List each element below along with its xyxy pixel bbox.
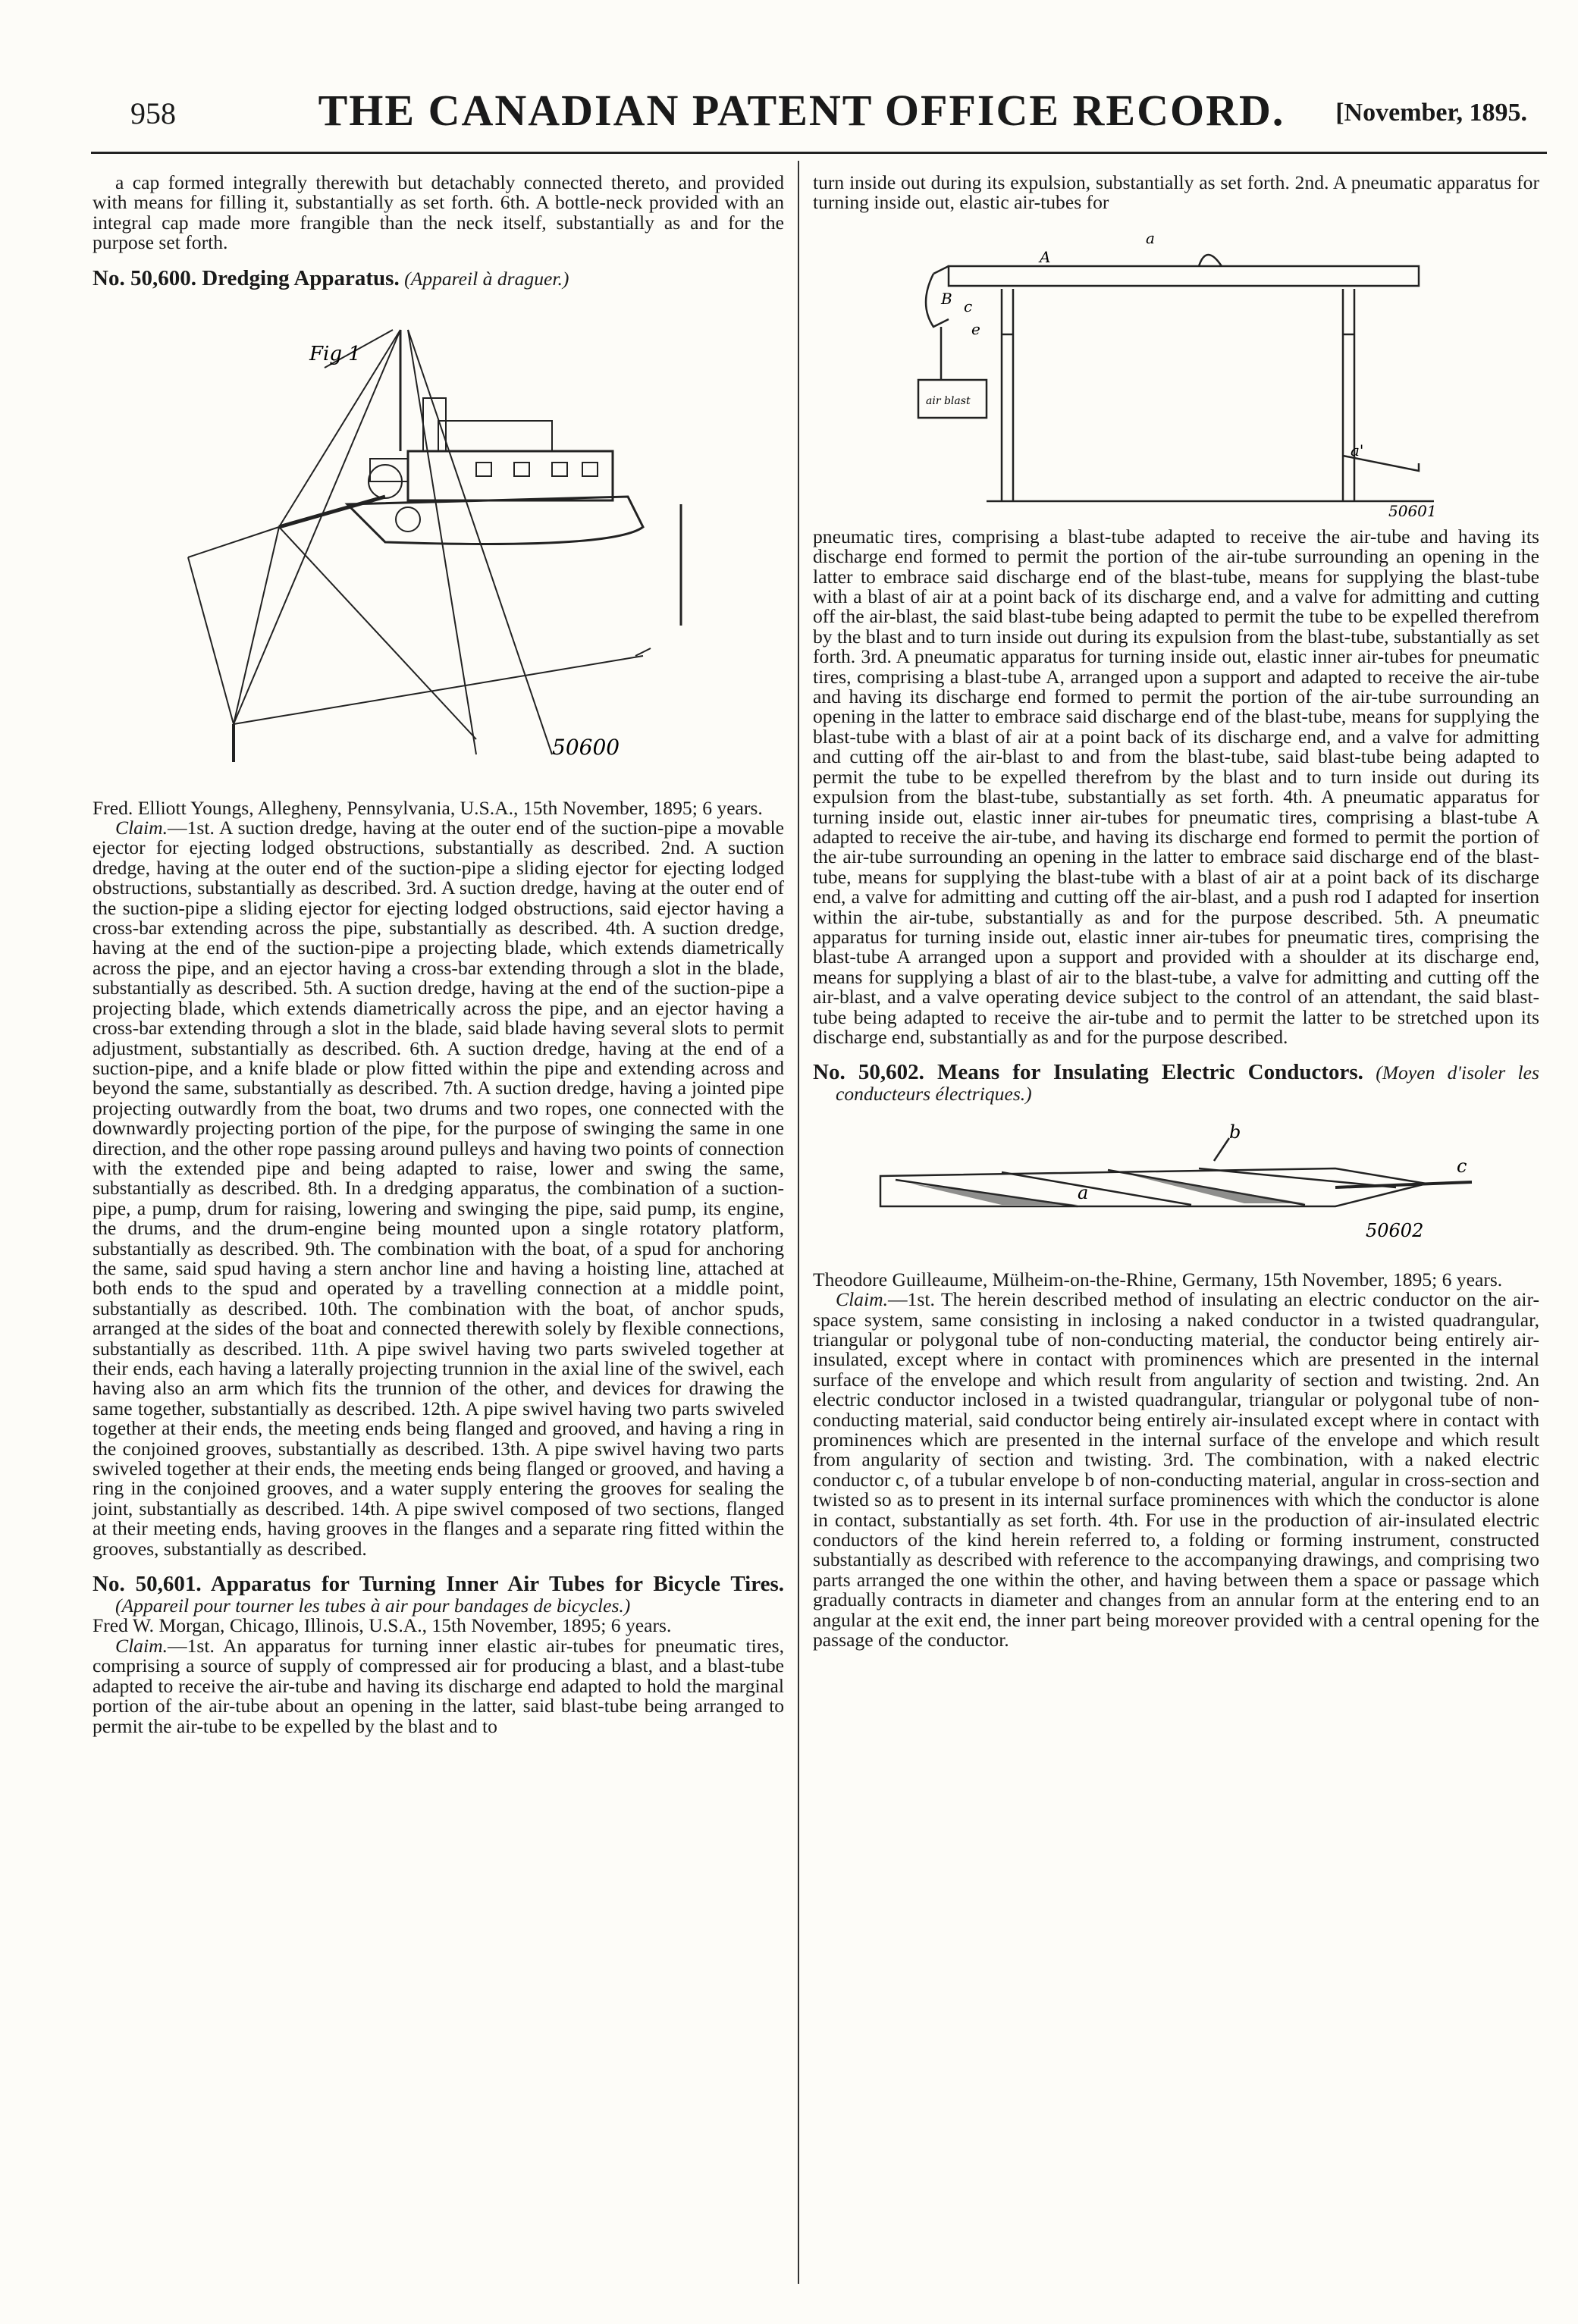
- patent-50601-claim-text-left: —1st. An apparatus for turning inner elastic air-tubes for pneumatic tires, comprising a source of supply of compressed air for producing a blast, and a blast-tube adapted to receive the air-tube and having its discharge end adapted to hold the marginal portion of the air-tube about an opening in the latter, said blast-tube being arranged to permit the air-tube to be expelled by the blast and to: [93, 1634, 784, 1737]
- air-blast-box-label: air blast: [926, 394, 971, 407]
- header-rule: [91, 152, 1547, 154]
- patent-50602-claim-label: Claim.: [836, 1288, 888, 1311]
- patent-50602-heading: No. 50,602. Means for Insulating Electric Conductors.: [813, 1060, 1363, 1085]
- patent-50602-claim-text: —1st. The herein described method of insulating an electric conductor on the air-space system, same consisting in inclosing a naked conductor in a twisted quadrangular, triangular or polygonal tube of non-conducting material, the conductor being entirely air-insulated, except where in contact with prominences which are presented in the internal surface of the envelope and which result from angularity of section and twisting. 2nd. An electric conductor inclosed in a twisted quadrangular, triangular or polygonal tube of non-conducting material, said conductor being entirely air-insulated except where in contact with prominences which are presented in the internal surface of the envelope and which result from angularity of section and twisting. 3rd. The combination, with a naked electric conductor c, of a tubular envelope b of non-conducting material, angular in cross-section and twisted so as to present in its internal surface prominences with which the conductor is alone in contact, substantially as set forth. 4th. For use in the production of air-insulated electric conductors of the kind herein referred to, a folding or forming instrument, constructed substantially as described with reference to the accompanying drawings, and comprising two parts arranged the one within the other, and having between them a space or passage which gradually contracts in diameter and changes from an annular form at the entering end to an angular at the exit end, the inner part being moreover provided with a central opening for the passage of the conductor.: [813, 1288, 1539, 1651]
- patent-50602-entry-heading: [813, 1061, 1539, 1104]
- patent-50601-claim-label: Claim.: [115, 1634, 168, 1657]
- page-number: 958: [130, 96, 176, 130]
- fig-number-50602: 50602: [1366, 1219, 1424, 1241]
- fig2-letter-B: B: [941, 289, 952, 308]
- continued-claim-text: a cap formed integrally therewith but detachably connected thereto, and provided with means for filling it, substantially as set forth. 6th. A bottle-neck provided with an integral cap made more frangible than the neck itself, substantially as and for the purpose set forth.: [93, 171, 784, 254]
- dredging-apparatus-figure: [158, 300, 719, 785]
- patent-50600-claim-label: Claim.: [115, 817, 168, 839]
- patent-50600-entry-heading: [93, 267, 784, 290]
- fig1-label: Fig 1: [309, 342, 361, 365]
- patent-50601-entry-heading: [93, 1573, 784, 1616]
- patent-50601-french-title: (Appareil pour tourner les tubes à air pour bandages de bicycles.): [115, 1595, 631, 1617]
- patent-50600-french-title: (Appareil à draguer.): [404, 267, 569, 290]
- fig2-letter-a-prime: a': [1351, 441, 1364, 459]
- fig2-letter-A: A: [1040, 247, 1051, 266]
- patent-50600-claim-text: —1st. A suction dredge, having at the outer end of the suction-pipe a movable ejector for ejecting lodged obstructions, substantially as described. 2nd. A suction dredge, having at the outer end of the suction-pipe a sliding ejector for ejecting lodged obstructions, substantially as described. 3rd. A suction dredge, having at the outer end of the suction-pipe a sliding ejector for ejecting lodged obstructions, said ejector having a cross-bar extending across the pipe, substantially as described. 4th. A suction dredge, having at the end of the suction-pipe a projecting blade, which extends diametrically across the pipe, and an ejector having a cross-bar extending through a slot in the blade, substantially as described. 5th. A suction dredge, having at the end of the suction-pipe a projecting blade, which extends diametrically across the pipe, and an ejector having a cross-bar extending through a slot in the blade, said blade having several slots to permit adjustment, substantially as described. 6th. A suction dredge, having at the end of a suction-pipe, and a knife blade or plow fitted within the pipe and extending across and beyond the same, substantially as described. 7th. A suction dredge, having a jointed pipe projecting outwardly from the boat, two drums and two ropes, one connected with the downwardly projecting portion of the pipe, for the purpose of swinging the same in one direction, and the other rope passing around pulleys and having two points of connection with the extended pipe and being adapted to raise, lower and swing the same, substantially as described. 8th. In a dredging apparatus, the combination of a suction-pipe, a pump, drum for raising, lowering and swinging the pipe, said pump, its engine, the drums, and the drum-engine being mounted upon a single rotatory platform, substantially as described. 9th. The combination with the boat, of a spud for anchoring the same, said spud having a stern anchor line and having a hoisting line, attached at both ends to the spud and operated by a travelling connection at a middle point, substantially as described. 10th. The combination with the boat, of anchor spuds, arranged at the sides of the boat and connected therewith solely by flexible connections, substantially as described. 11th. A pipe swivel having two parts swiveled together at their ends, each having a laterally projecting trunnion in the axial line of the swivel, each having also an arm which fits the trunnion of the other, and devices for drawing the same together, substantially as described. 12th. A pipe swivel having two parts swiveled together at their ends, the meeting ends being flanged and grooved, and having a ring in the conjoined grooves, substantially as described. 13th. A pipe swivel having two parts swiveled together at their ends, the meeting ends being flanged or grooved, and having a ring in the conjoined grooves, and a water supply entering the grooves for sealing the joint, substantially as described. 14th. A pipe swivel composed of two sections, flanged at their meeting ends, having grooves in the flanges and a separate ring fitted within the grooves, substantially as described.: [93, 817, 784, 1560]
- fig3-letter-a: a: [1078, 1181, 1089, 1203]
- right-column: [813, 173, 1539, 1651]
- left-column: [93, 173, 784, 1736]
- insulated-conductor-figure: [850, 1115, 1502, 1259]
- fig2-letter-e: e: [971, 319, 980, 338]
- fig3-letter-c: c: [1457, 1155, 1467, 1177]
- column-divider: [798, 161, 799, 2284]
- journal-title: THE CANADIAN PATENT OFFICE RECORD.: [318, 86, 1285, 135]
- patent-50601-claim-continuation: turn inside out during its expulsion, substantially as set forth. 2nd. A pneumatic apparatus for turning inside out, elastic air-tubes for: [813, 171, 1539, 214]
- patent-50601-inventor: Fred W. Morgan, Chicago, Illinois, U.S.A., 15th November, 1895; 6 years.: [93, 1614, 672, 1637]
- patent-50602-french-title: (Moyen d'isoler les conducteurs électriques.): [836, 1062, 1539, 1106]
- patent-50602-inventor: Theodore Guilleaume, Mülheim-on-the-Rhine, Germany, 15th November, 1895; 6 years.: [813, 1268, 1503, 1291]
- patent-50602-claims: [813, 1290, 1539, 1650]
- fig2-letter-c: c: [964, 296, 973, 315]
- patent-50601-heading: No. 50,601. Apparatus for Turning Inner Air Tubes for Bicycle Tires.: [93, 1572, 784, 1597]
- patent-50600-inventor: Fred. Elliott Youngs, Allegheny, Pennsylvania, U.S.A., 15th November, 1895; 6 years.: [93, 796, 763, 819]
- patent-50601-claims-start: [93, 1636, 784, 1736]
- air-tube-turning-figure: [888, 213, 1464, 516]
- fig3-letter-b: b: [1229, 1121, 1241, 1143]
- patent-50600-heading: No. 50,600. Dredging Apparatus.: [93, 265, 400, 290]
- fig-number-50600: 50600: [552, 734, 620, 760]
- page-header: [70, 85, 1533, 146]
- fig-number-50601: 50601: [1388, 501, 1437, 516]
- patent-50600-claims: [93, 818, 784, 1559]
- patent-50601-claim-text-right: pneumatic tires, comprising a blast-tube adapted to receive the air-tube and having its discharge end formed to permit the portion of the air-tube surrounding an opening in the latter to embrace said discharge end of the blast-tube, means for supplying the blast-tube with a blast of air at a point back of its discharge end, and a valve for admitting and cutting off the air-blast, the said blast-tube being adapted to permit the tube to be expelled therefrom by the blast and to turn inside out during its expulsion from the blast-tube, substantially as set forth. 3rd. A pneumatic apparatus for turning inside out, elastic inner air-tubes for pneumatic tires, comprising a blast-tube A, arranged upon a support and adapted to receive the air-tube and having its discharge end formed to permit the portion of the air-tube surrounding an opening in the latter to embrace said discharge end of the blast-tube, means for supplying the blast-tube with a blast of air at a point back of its discharge end, and a valve for admitting and cutting off the air-blast to and from the blast-tube, said blast-tube being adapted to permit the tube to be expelled therefrom by the blast and to turn inside out during its expulsion from the blast-tube, substantially as set forth. 4th. A pneumatic apparatus for turning inside out, elastic inner air-tubes for pneumatic tires, comprising a blast-tube A adapted to receive the air-tube, and having its discharge end formed to permit the portion of the air-tube surrounding an opening in the latter to embrace said discharge end of the blast-tube, means for supplying the blast-tube with a blast of air at a point back of its discharge end, a valve for admitting and cutting off the air-blast, and a push rod I adapted for insertion within the air-tube, substantially as and for the purpose described. 5th. A pneumatic apparatus for turning inside out, elastic inner air-tubes for pneumatic tires, comprising the blast-tube A arranged upon a support and provided with a shoulder at its discharge end, means for supplying a blast of air to the blast-tube, a valve for admitting and cutting off the air-blast, and a valve operating device subject to the control of an attendant, the said blast-tube being adapted to receive the air-tube and to permit the latter to be stretched upon its discharge end, substantially as and for the purpose described.: [813, 525, 1539, 1048]
- fig2-letter-a: a: [1146, 228, 1155, 247]
- issue-date: [November, 1895.: [1335, 99, 1527, 127]
